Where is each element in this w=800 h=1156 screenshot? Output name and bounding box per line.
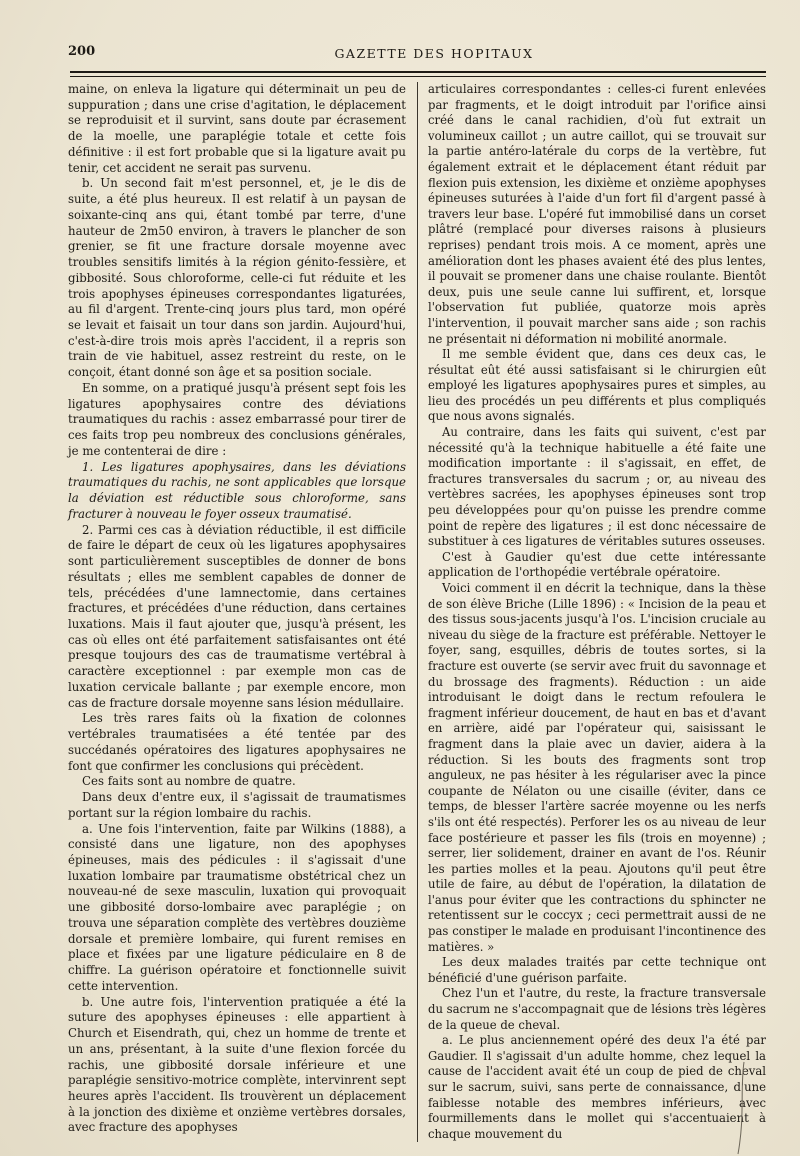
paragraph: Les très rares faits où la fixation de colonnes vertébrales traumatisées a été tentée par des succédanés opératoires des ligatures apophysaires ne font que confirmer les conclusions qui précèdent. xyxy=(68,711,406,773)
conclusion-item: 1. Les ligatures apophysaires, dans les déviations traumatiques du rachis, ne sont applicables que lorsque la déviation est réductible sous chloroforme, sans fracturer à nouveau le foyer osseux traumatisé. xyxy=(68,459,406,521)
paragraph: articulaires correspondantes : celles-ci furent enlevées par fragments, et le doigt introduit par l'orifice ainsi créé dans le canal rachidien, d'où fut extrait un volumineux caillot ; un autre caillot, qui se trouvait sur la partie antéro-latérale du corps de la vertèbre, fut également extrait et le déplacement étant réduit par flexion puis extension, les dixième et onzième apophyses épineuses suturées à l'aide d'un fort fil d'argent passé à travers leur base. L'opéré fut immobilisé dans un corset plâtré (remplacé pour diverses raisons à plusieurs reprises) pendant trois mois. A ce moment, après une amélioration dont les phases avaient été des plus lentes, il pouvait se promener dans une chaise roulante. Bientôt deux, puis une seule canne lui suffirent, et, lorsque l'observation fut publiée, quatorze mois après l'intervention, il pouvait marcher sans aide ; son rachis ne présentait ni déformation ni mobilité anormale. xyxy=(428,82,766,346)
paragraph: Chez l'un et l'autre, du reste, la fracture transversale du sacrum ne s'accompagnait que de lésions très légères de la queue de cheval. xyxy=(428,986,766,1032)
page-number: 200 xyxy=(68,44,96,59)
paragraph: a. Une fois l'intervention, faite par Wilkins (1888), a consisté dans une ligature, non des apophyses épineuses, mais des pédicules : il s'agissait d'une luxation lombaire par traumatisme obstétrical chez un nouveau-né de sexe masculin, luxation qui provoquait une gibbosité dorso-lombaire avec paraplégie ; on trouva une séparation complète des vertèbres douzième dorsale et première lombaire, qui furent remises en place et fixées par une ligature pédiculaire en 8 de chiffre. La guérison opératoire et fonctionnelle suivit cette intervention. xyxy=(68,821,406,993)
paragraph: C'est à Gaudier qu'est due cette intéressante application de l'orthopédie vertébrale opératoire. xyxy=(428,549,766,580)
paragraph: a. Le plus anciennement opéré des deux l'a été par Gaudier. Il s'agissait d'un adulte homme, chez lequel la cause de l'accident avait été un coup de pied de cheval sur le sacrum, suivi, sans perte de connaissance, d'une faiblesse notable des membres inférieurs, avec fourmillements dans le mollet qui s'accentuaient à chaque mouvement du xyxy=(428,1033,766,1141)
paragraph: Voici comment il en décrit la technique, dans la thèse de son élève Briche (Lille 1896) : « Incision de la peau et des tissus sous-jacents jusqu'à l'os. L'incision cruciale au niveau du siège de la fracture est préférable. Nettoyer le foyer, sang, esquilles, débris de toutes sortes, si la fracture est ouverte (se servir avec fruit du savonnage et du brossage des fragments). Réduction : un aide introduisant le doigt dans le rectum refoulera le fragment inférieur doucement, de haut en bas et d'avant en arrière, aidé par l'opérateur qui, saisissant le fragment dans la plaie avec un davier, aidera à la réduction. Si les bouts des fragments sont trop anguleux, ne pas hésiter à les régulariser avec la pince coupante de Nélaton ou une cisaille (éviter, dans ce temps, de blesser l'artère sacrée moyenne ou les nerfs s'ils ont été respectés). Perforer les os au niveau de leur face postérieure et passer les fils (trois en moyenne) ; serrer, lier solidement, drainer en avant de l'os. Réunir les parties molles et la peau. Ajoutons qu'il peut être utile de faire, au début de l'opération, la dilatation de l'anus pour éviter que les contractions du sphincter ne retentissent sur le coccyx ; ceci permettrait aussi de ne pas constiper le malade en produisant l'incontinence des matières. » xyxy=(428,581,766,954)
paragraph: Au contraire, dans les faits qui suivent, c'est par nécessité qu'à la technique habituelle a été faite une modification importante : il s'agissait, en effet, de fractures transversales du sacrum ; or, au niveau des vertèbres sacrées, les apophyses épineuses sont trop peu développées pour qu'on puisse les prendre comme point de repère des ligatures ; il est donc nécessaire de substituer à ces ligatures de véritables sutures osseuses. xyxy=(428,425,766,549)
pencil-mark xyxy=(736,1060,748,1156)
left-column xyxy=(68,82,406,1136)
header-rule-thick xyxy=(70,71,766,73)
right-column xyxy=(428,82,766,1142)
paragraph: En somme, on a pratiqué jusqu'à présent sept fois les ligatures apophysaires contre des déviations traumatiques du rachis : assez embarrassé pour tirer de ces faits trop peu nombreux des conclusions générales, je me contenterai de dire : xyxy=(68,380,406,458)
header-rule-thin xyxy=(70,76,766,77)
paragraph: Les deux malades traités par cette technique ont bénéficié d'une guérison parfaite. xyxy=(428,955,766,985)
paragraph: Dans deux d'entre eux, il s'agissait de traumatismes portant sur la région lombaire du rachis. xyxy=(68,790,406,820)
conclusion-item: 2. Parmi ces cas à déviation réductible, il est difficile de faire le départ de ceux où les ligatures apophysaires sont particulièrement susceptibles de donner de bons résultats ; elles me semblent capables de donner de tels, précédées d'une lamnectomie, dans certaines fractures, et précédées d'une réduction, dans certaines luxations. Mais il faut ajouter que, jusqu'à présent, les cas où elles ont été parfaitement satisfaisantes ont été presque toujours des cas de traumatisme vertébral à caractère exceptionnel : par exemple mon cas de luxation cervicale ballante ; par exemple encore, mon cas de fracture dorsale moyenne sans lésion médullaire. xyxy=(68,522,406,710)
column-separator xyxy=(417,82,418,1142)
page-header xyxy=(66,44,762,66)
paragraph: b. Un second fait m'est personnel, et, je le dis de suite, a été plus heureux. Il est relatif à un paysan de soixante-cinq ans qui, étant tombé par terre, d'une hauteur de 2m50 environ, à travers le plancher de son grenier, se fit une fracture dorsale moyenne avec troubles sensitifs limités à la région génito-fessière, et gibbosité. Sous chloroforme, celle-ci fut réduite et les trois apophyses épineuses correspondantes ligaturées, au fil d'argent. Trente-cinq jours plus tard, mon opéré se levait et faisait un tour dans son jardin. Aujourd'hui, c'est-à-dire trois mois après l'accident, il a repris son train de vie habituel, assez restreint du reste, on le conçoit, étant donné son âge et sa position sociale. xyxy=(68,176,406,380)
running-title: GAZETTE DES HOPITAUX xyxy=(334,46,534,61)
paragraph: b. Une autre fois, l'intervention pratiquée a été la suture des apophyses épineuses : elle appartient à Church et Eisendrath, qui, chez un homme de trente et un ans, présentant, à la suite d'une flexion forcée du rachis, une gibbosité dorsale inférieure et une paraplégie sensitivo-motrice complète, intervinrent sept heures après l'accident. Ils trouvèrent un déplacement à la jonction des dixième et onzième vertèbres dorsales, avec fracture des apophyses xyxy=(68,994,406,1135)
paragraph: Il me semble évident que, dans ces deux cas, le résultat eût été aussi satisfaisant si le chirurgien eût employé les ligatures apophysaires pures et simples, au lieu des procédés un peu différents et plus compliqués que nous avons signalés. xyxy=(428,347,766,424)
paragraph: maine, on enleva la ligature qui déterminait un peu de suppuration ; dans une crise d'agitation, le déplacement se reproduisit et il survint, sans doute par écrasement de la moelle, une paraplégie totale et cette fois définitive : il est fort probable que si la ligature avait pu tenir, cet accident ne serait pas survenu. xyxy=(68,82,406,175)
paragraph: Ces faits sont au nombre de quatre. xyxy=(82,774,296,789)
